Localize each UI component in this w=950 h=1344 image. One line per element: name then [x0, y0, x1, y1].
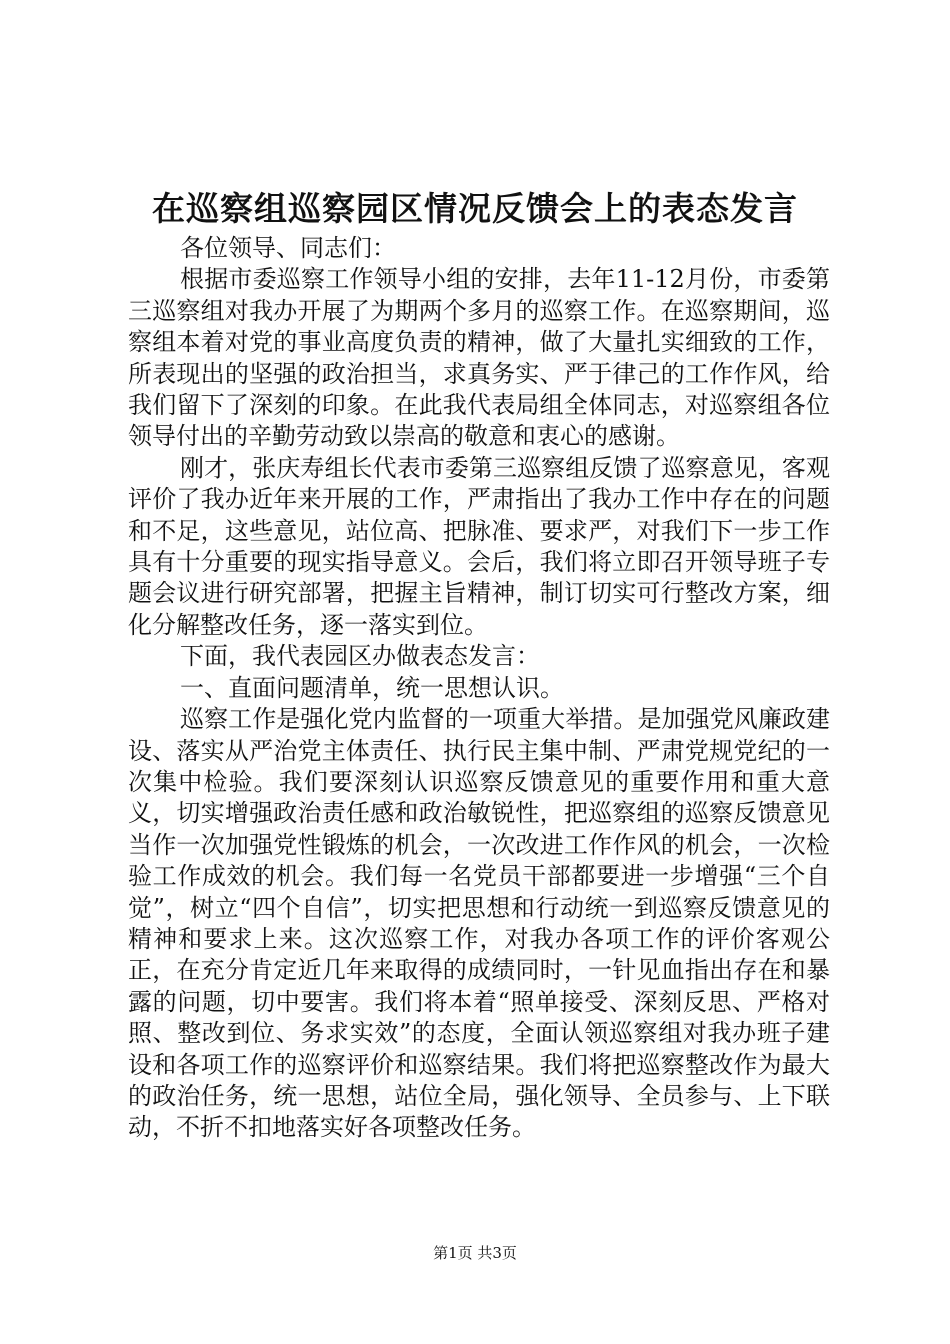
body-paragraph: 巡察工作是强化党内监督的一项重大举措。是加强党风廉政建设、落实从严治党主体责任、执行民主集中制、严肃党规党纪的一次集中检验。我们要深刻认识巡察反馈意见的重要作用和重大意义，切实增强政治责任感和政治敏锐性，把巡察组的巡察反馈意见当作一次加强党性锻炼的机会，一次改进工作作风的机会，一次检验工作成效的机会。我们每一名党员干部都要进一步增强“三个自觉”，树立“四个自信”，切实把思想和行动统一到巡察反馈意见的精神和要求上来。这次巡察工作，对我办各项工作的评价客观公正，在充分肯定近几年来取得的成绩同时，一针见血指出存在和暴露的问题，切中要害。我们将本着“照单接受、深刻反思、严格对照、整改到位、务求实效”的态度，全面认领巡察组对我办班子建设和各项工作的巡察评价和巡察结果。我们将把巡察整改作为最大的政治任务，统一思想，站位全局，强化领导、全员参与、上下联动，不折不扣地落实好各项整改任务。	[128, 705, 830, 1142]
document-body	[128, 233, 830, 1144]
page-number-footer: 第1页 共3页	[433, 1244, 517, 1262]
body-paragraph: 下面，我代表园区办做表态发言：	[180, 642, 540, 671]
body-paragraph: 刚才，张庆寿组长代表市委第三巡察组反馈了巡察意见，客观评价了我办近年来开展的工作，严肃指出了我办工作中存在的问题和不足，这些意见，站位高、把脉准、要求严，对我们下一步工作具有十分重要的现实指导意义。会后，我们将立即召开领导班子专题会议进行研究部署，把握主旨精神，制订切实可行整改方案，细化分解整改任务，逐一落实到位。	[128, 453, 830, 639]
salutation-paragraph: 各位领导、同志们：	[180, 234, 396, 262]
document-title: 在巡察组巡察园区情况反馈会上的表态发言	[152, 189, 798, 228]
body-paragraph: 根据市委巡察工作领导小组的安排，去年11-12月份，市委第三巡察组对我办开展了为期两个多月的巡察工作。在巡察期间，巡察组本着对党的事业高度负责的精神，做了大量扎实细致的工作，所表现出的坚强的政治担当，求真务实、严于律己的工作作风，给我们留下了深刻的印象。在此我代表局组全体同志，对巡察组各位领导付出的辛勤劳动致以崇高的敬意和衷心的感谢。	[128, 265, 830, 451]
section-heading: 一、直面问题清单，统一思想认识。	[180, 673, 564, 702]
